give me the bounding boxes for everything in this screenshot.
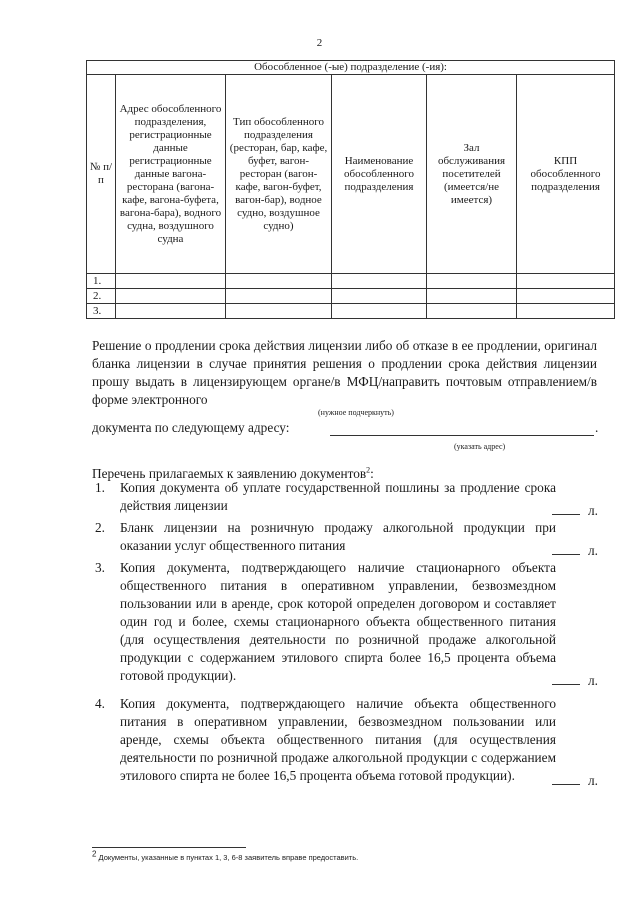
table-row [87, 274, 615, 289]
page-unit: л. [588, 773, 598, 788]
row-number: 2. [87, 289, 116, 304]
separate-units-table [86, 60, 615, 319]
table-row [87, 289, 615, 304]
table-cell[interactable] [226, 274, 332, 289]
footnote-text: Документы, указанные в пунктах 1, 3, 6-8 заявитель вправе предоставить. [98, 853, 359, 862]
table-cell[interactable] [517, 289, 615, 304]
footnote-divider [92, 847, 246, 848]
address-hint: (указать адрес) [454, 442, 506, 451]
row-number: 1. [87, 274, 116, 289]
page-unit: л. [588, 543, 598, 558]
footnote-ref: 2 [366, 465, 371, 475]
table-cell[interactable] [226, 304, 332, 319]
item-text: Бланк лицензии на розничную продажу алкогольной продукции при оказании услуг общественного питания [120, 520, 556, 553]
page-count [552, 672, 598, 690]
page-count-field[interactable] [552, 784, 580, 785]
col-header-hall: Зал обслуживания посетителей (имеется/не имеется) [427, 75, 517, 274]
page-count [552, 542, 598, 560]
page-count-field[interactable] [552, 514, 580, 515]
footnote [92, 849, 359, 862]
footnote-mark: 2 [92, 849, 97, 859]
address-end: . [595, 420, 599, 435]
table-cell[interactable] [116, 274, 226, 289]
row-number: 3. [87, 304, 116, 319]
table-cell[interactable] [116, 289, 226, 304]
table-row [87, 304, 615, 319]
item-number: 3. [95, 560, 105, 575]
table-cell[interactable] [332, 304, 427, 319]
page-count [552, 772, 598, 790]
page-number: 2 [316, 37, 323, 49]
page-count-field[interactable] [552, 554, 580, 555]
item-text: Копия документа, подтверждающего наличие стационарного объекта общественного питания в оперативном управлении, безвозмездном пользовании или в аренде, срок которой определен договором и составляет один год и более, схемы стационарного объекта общественного питания (для осуществления деятельности по розничной продаже алкогольной продукции с содержанием этилового спирта более 16,5 процента объема готовой продукции). [120, 560, 556, 683]
table-cell[interactable] [332, 289, 427, 304]
list-item [92, 479, 606, 518]
table-cell[interactable] [517, 304, 615, 319]
item-number: 2. [95, 520, 105, 535]
page-count-field[interactable] [552, 684, 580, 685]
item-number: 1. [95, 480, 105, 495]
decision-paragraph: Решение о продлении срока действия лицензии либо об отказе в ее продлении, оригинал бланка лицензии в случае принятия решения о продлении срока действия лицензии прошу выдать в лицензирующем органе/в МФЦ/направить почтовым отправлением/в форме электронного [92, 338, 597, 407]
table-cell[interactable] [116, 304, 226, 319]
item-text: Копия документа, подтверждающего наличие объекта общественного питания в оперативном управлении, безвозмездном пользовании или аренде, схемы объекта общественного питания (для осуществления деятельности по розничной продаже алкогольной продукции с содержанием этилового спирта не более 16,5 процента объема готовой продукции). [120, 696, 556, 783]
documents-intro-text: Перечень прилагаемых к заявлению документов [92, 466, 367, 481]
item-number: 4. [95, 696, 105, 711]
documents-intro-end: : [370, 466, 374, 481]
list-item [92, 695, 606, 788]
page-unit: л. [588, 503, 598, 518]
col-header-name: Наименование обособленного подразделения [332, 75, 427, 274]
documents-list [92, 479, 606, 788]
table-cell[interactable] [427, 304, 517, 319]
col-header-kpp: КПП обособленного подразделения [517, 75, 615, 274]
table-cell[interactable] [427, 274, 517, 289]
list-item [92, 519, 606, 558]
list-item [92, 559, 606, 688]
table-caption: Обособленное (-ые) подразделение (-ия): [87, 61, 615, 75]
table-cell[interactable] [332, 274, 427, 289]
underline-hint: (нужное подчеркнуть) [318, 408, 394, 417]
col-header-number: № п/п [87, 75, 116, 274]
table-cell[interactable] [517, 274, 615, 289]
address-field[interactable] [330, 419, 594, 436]
col-header-address: Адрес обособленного подразделения, регистрационные данные регистрационные данные вагона-ресторана (вагона-кафе, вагона-буфета, вагона-бара), водного судна, воздушного судна [116, 75, 226, 274]
item-text: Копия документа об уплате государственной пошлины за продление срока действия лицензии [120, 480, 556, 513]
page-count [552, 502, 598, 520]
table-cell[interactable] [226, 289, 332, 304]
address-label: документа по следующему адресу: [92, 420, 290, 435]
page-unit: л. [588, 673, 598, 688]
col-header-type: Тип обособленного подразделения (ресторан, бар, кафе, буфет, вагон-ресторан (вагон-кафе, вагон-буфет, вагон-бар), водное судно, воздушное судно) [226, 75, 332, 274]
table-cell[interactable] [427, 289, 517, 304]
